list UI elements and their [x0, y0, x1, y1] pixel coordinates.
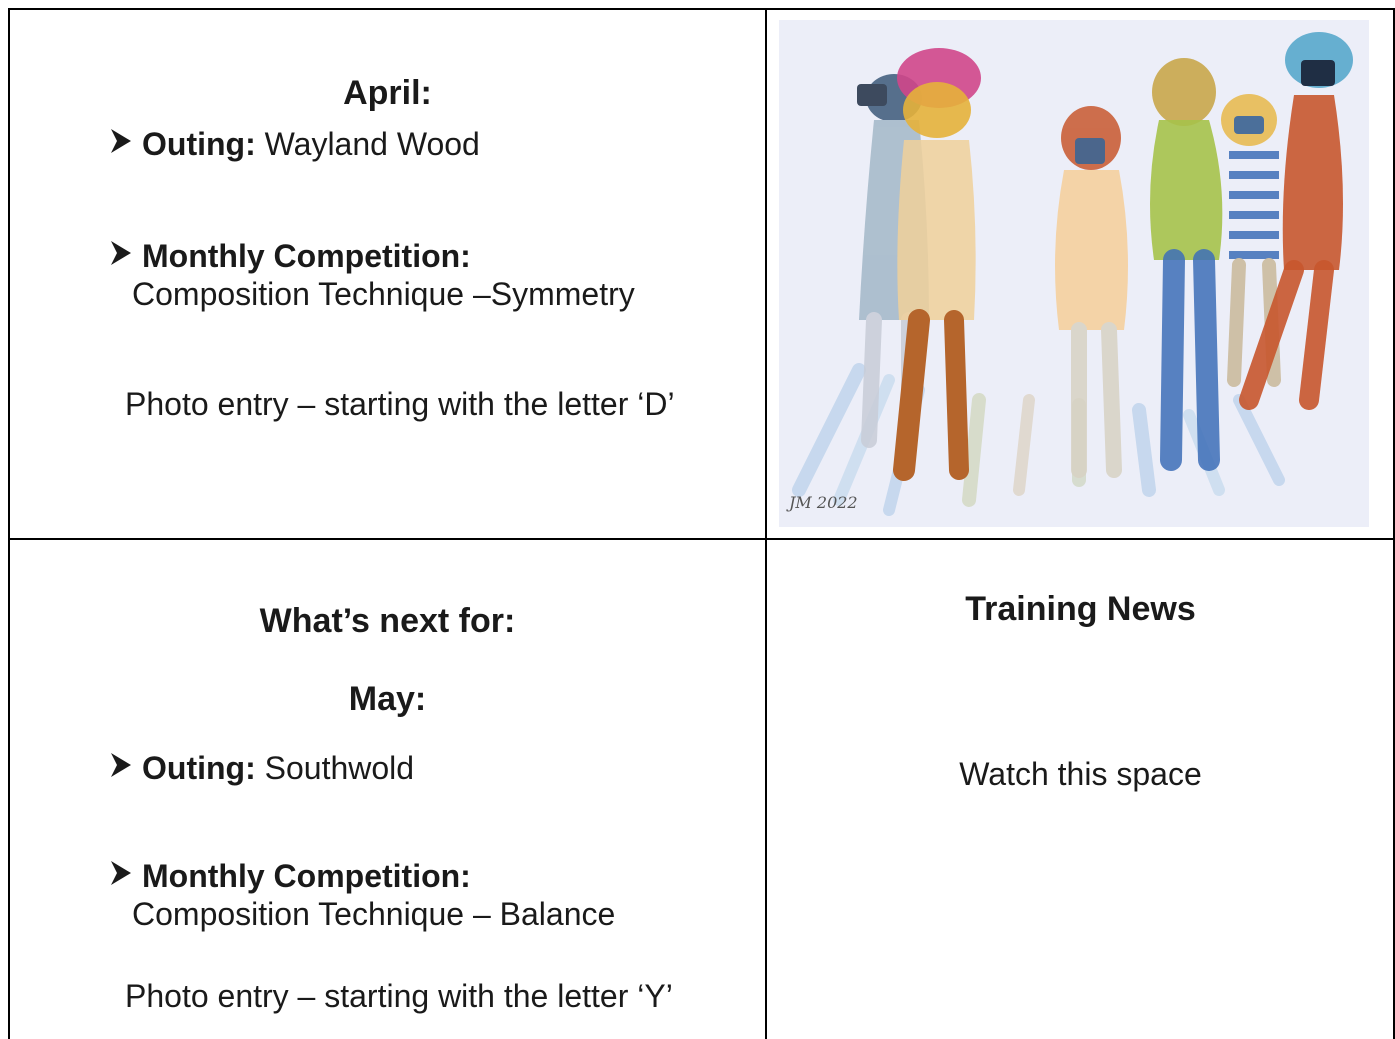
april-competition-technique: Composition Technique –Symmetry — [132, 276, 635, 312]
may-competition-label: Monthly Competition: — [142, 858, 471, 894]
april-competition-label: Monthly Competition: — [142, 238, 471, 274]
training-message: Watch this space — [959, 756, 1202, 792]
april-cell — [10, 10, 765, 538]
arrow-bullet-icon — [110, 128, 132, 154]
april-heading: April: — [343, 74, 432, 112]
training-heading: Training News — [965, 590, 1196, 628]
may-heading-line2: May: — [348, 680, 427, 718]
watercolour-photographers-painting — [779, 20, 1369, 527]
may-outing-value: Southwold — [264, 750, 415, 786]
arrow-bullet-icon — [110, 860, 132, 886]
painting-signature: JM 2022 — [789, 493, 858, 512]
april-outing-value: Wayland Wood — [264, 126, 480, 162]
april-outing-label: Outing: — [142, 126, 256, 162]
arrow-bullet-icon — [110, 752, 132, 778]
may-competition-technique: Composition Technique – Balance — [132, 896, 616, 932]
arrow-bullet-icon — [110, 240, 132, 266]
table-border-middle-vertical — [765, 8, 767, 1039]
may-photo-entry: Photo entry – starting with the letter ‘Y’ — [125, 978, 673, 1014]
painting-image — [779, 20, 1369, 527]
may-cell — [10, 540, 765, 1039]
april-photo-entry: Photo entry – starting with the letter ‘D’ — [125, 386, 675, 422]
may-outing-label: Outing: — [142, 750, 256, 786]
may-heading-line1: What’s next for: — [259, 602, 516, 640]
